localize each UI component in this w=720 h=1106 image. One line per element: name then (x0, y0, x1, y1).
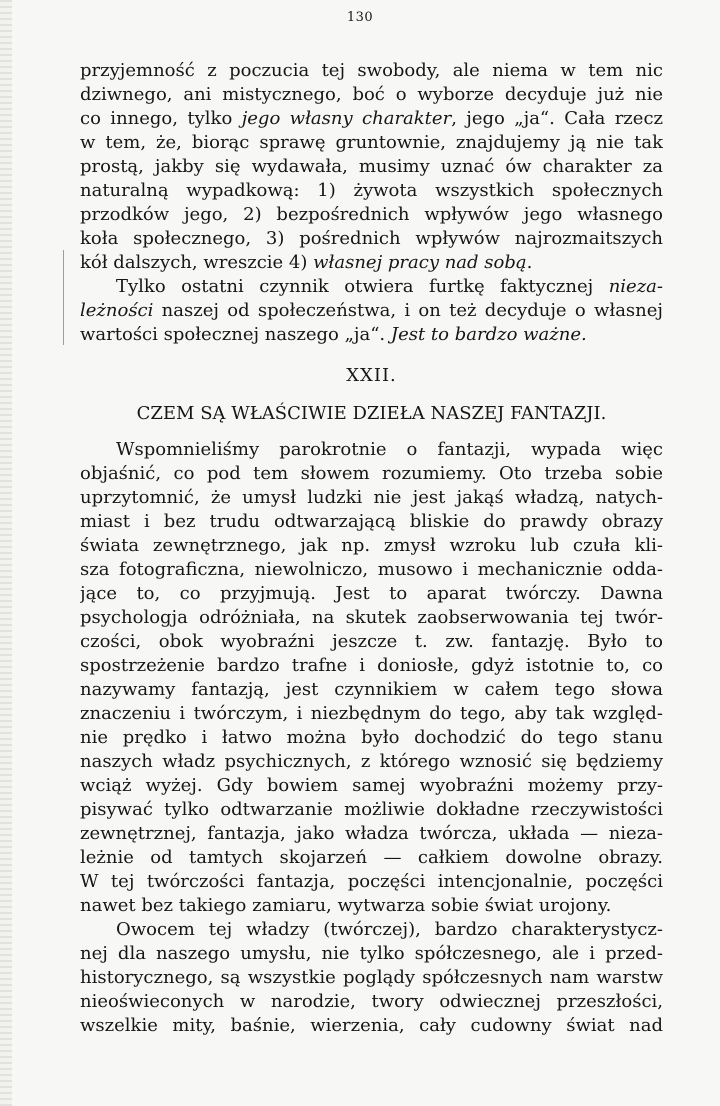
paragraph-p2 (80, 275, 663, 347)
text-run: co innego, tylko (80, 108, 242, 129)
text-line (80, 251, 663, 275)
text-line: Owocem tej władzy (twórczej), bardzo charakterystycz- (116, 919, 663, 940)
text-line: leżnie od tamtych skojarzeń — całkiem dowolne obrazy. (80, 847, 663, 868)
italic-text: własnej pracy nad sobą (313, 252, 527, 273)
text-run: w tem, że, biorąc sprawę gruntownie, znajdujemy ją nie tak (80, 132, 663, 153)
text-line (80, 83, 663, 107)
text-line: historycznego, są wszystkie poglądy spółczesnych nam warstw (80, 967, 663, 988)
text-line: miast i bez trudu odtwarzającą bliskie do prawdy obrazy (80, 511, 663, 532)
text-run: . (526, 252, 533, 273)
text-line: świata zewnętrznego, jak np. zmysł wzroku lub czuła kli- (80, 535, 663, 556)
text-line (80, 203, 663, 227)
chapter-number: XXII. (346, 365, 397, 386)
text-run: kół dalszych, wreszcie 4) (80, 252, 314, 273)
text-line: psychologja odróżniała, na skutek zaobserwowania tej twór- (80, 607, 663, 628)
text-line (80, 323, 663, 347)
text-run: przodków jego, 2) bezpośrednich wpływów jego własnego (80, 204, 663, 225)
text-line (80, 131, 663, 155)
text-line: wciąż wyżej. Gdy bowiem samej wyobraźni możemy przy- (80, 775, 663, 796)
text-line: spostrzeżenie bardzo trafne i doniosłe, gdyż istotnie to, co (80, 655, 663, 676)
text-run: naszej od społeczeństwa, i on też decyduje o własnej (153, 300, 663, 321)
text-line: nazywamy fantazją, jest czynnikiem w całem tego słowa (80, 679, 663, 700)
text-line (80, 59, 663, 83)
text-run: dziwnego, ani mistycznego, boć o wyborze decyduje już nie (80, 84, 663, 105)
text-line: objaśnić, co pod tem słowem rozumiemy. Oto trzeba sobie (80, 463, 663, 484)
paragraph-p4 (80, 918, 663, 1038)
text-run: Tylko ostatni czynnik otwiera furtkę faktycznej (116, 276, 609, 297)
text-line: nej dla naszego umysłu, nie tylko spółczesnego, ale i przed- (80, 943, 663, 964)
text-line: pisywać tylko odtwarzanie możliwie dokładne rzeczywistości (80, 799, 663, 820)
paragraph-p3 (80, 438, 663, 918)
text-line: nawet bez takiego zamiaru, wytwarza sobie świat urojony. (80, 895, 612, 916)
text-run: naturalną wypadkową: 1) żywota wszystkich społecznych (80, 180, 663, 201)
text-line (80, 179, 663, 203)
margin-line (63, 250, 64, 345)
italic-text: jego własny charakter (241, 108, 452, 129)
page-number: 130 (346, 10, 374, 25)
italic-text: Jest to bardzo ważne. (390, 324, 587, 345)
text-line (80, 155, 663, 179)
text-line: jące to, co przyjmują. Jest to aparat twórczy. Dawna (80, 583, 663, 604)
text-line: znaczeniu i twórczym, i niezbędnym do tego, aby tak względ- (80, 703, 663, 724)
scan-edge (0, 0, 12, 1106)
text-line: sza fotograficzna, niewolniczo, musowo i mechanicznie odda- (80, 559, 663, 580)
text-line (80, 299, 663, 323)
text-line: W tej twórczości fantazja, poczęści intencjonalnie, poczęści (80, 871, 663, 892)
text-line: Wspomnieliśmy parokrotnie o fantazji, wypada więc (116, 439, 663, 460)
text-line: naszych władz psychicznych, z którego wznosić się będziemy (80, 751, 663, 772)
text-run: przyjemność z poczucia tej swobody, ale niema w tem nic (80, 60, 663, 81)
text-line: czości, obok wyobraźni jeszcze t. zw. fantazję. Było to (80, 631, 663, 652)
text-run: koła społecznego, 3) pośrednich wpływów najrozmaitszych (80, 228, 663, 249)
text-column (80, 59, 663, 1038)
text-line (80, 275, 663, 299)
text-line: uprzytomnić, że umysł ludzki nie jest jakąś władzą, natych- (80, 487, 663, 508)
text-run: , jego „ja“. Cała rzecz (451, 108, 663, 129)
text-line (80, 107, 663, 131)
text-line: zewnętrznej, fantazja, jako władza twórcza, układa — nieza- (80, 823, 663, 844)
text-line (80, 227, 663, 251)
text-line: nieoświeconych w narodzie, twory odwiecznej przeszłości, (80, 991, 663, 1012)
paragraph-p1 (80, 59, 663, 275)
italic-text: nieza- (608, 276, 663, 297)
italic-text: leżności (80, 300, 154, 321)
text-line: wszelkie mity, baśnie, wierzenia, cały cudowny świat nad (80, 1015, 663, 1036)
text-run: wartości społecznej naszego „ja“. (80, 324, 391, 345)
text-run: prostą, jakby się wydawała, musimy uznać ów charakter za (80, 156, 663, 177)
chapter-title: CZEM SĄ WŁAŚCIWIE DZIEŁA NASZEJ FANTAZJI. (136, 403, 607, 424)
text-line: nie prędko i łatwo można było dochodzić do tego stanu (80, 727, 663, 748)
